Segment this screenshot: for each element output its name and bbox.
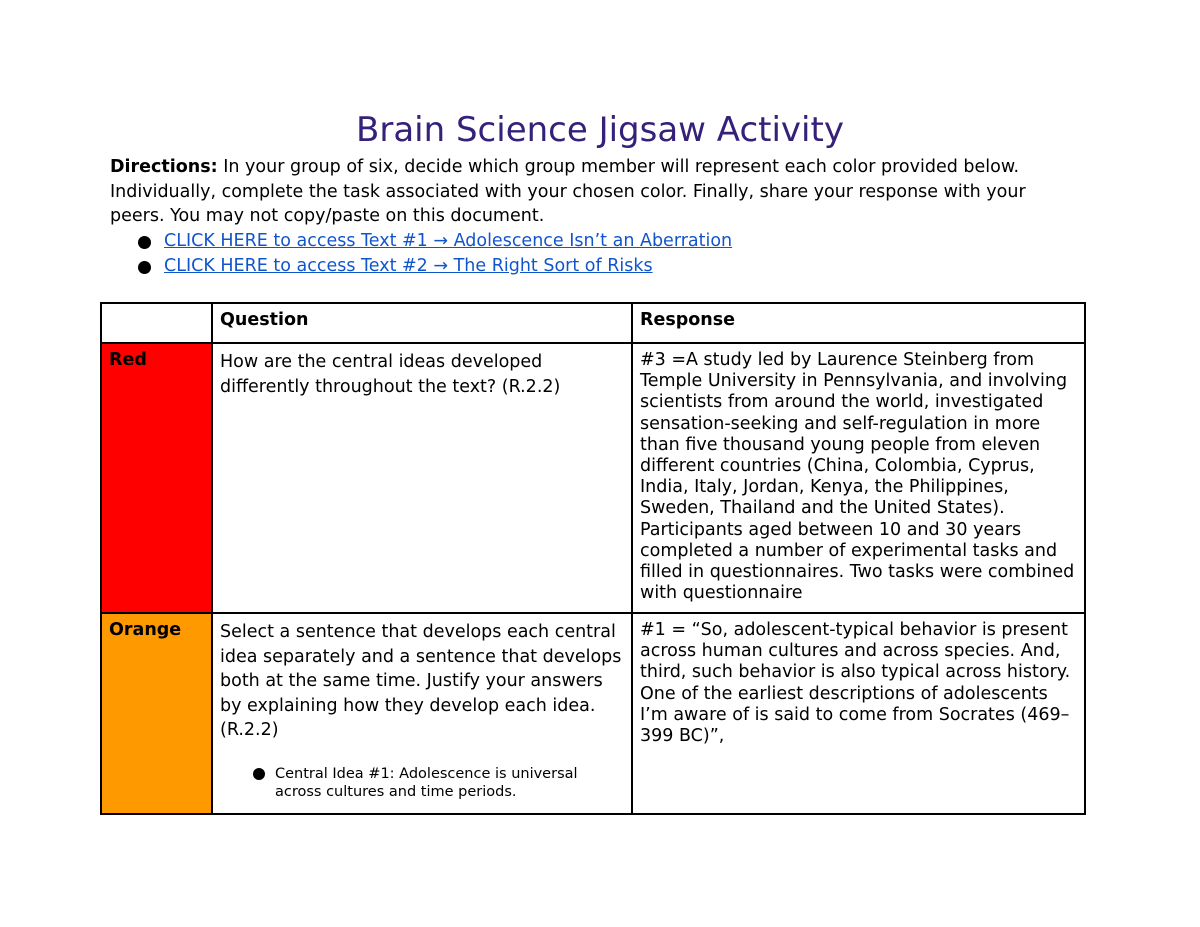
central-idea-bullet <box>253 765 624 801</box>
bullet-icon <box>138 236 151 249</box>
color-cell-red: Red <box>101 343 212 613</box>
central-idea-text: Central Idea #1: Adolescence is universal across cultures and time periods. <box>275 765 578 800</box>
list-item <box>138 254 732 279</box>
jigsaw-table <box>100 302 1086 815</box>
directions-text: In your group of six, decide which group member will represent each color provided below. Individually, complete the task associated with your chosen color. Finally, share your response with your peers. You may not copy/paste on this document. <box>110 157 1026 226</box>
text-2-link[interactable]: CLICK HERE to access Text #2 → The Right Sort of Risks <box>164 255 653 276</box>
text-links-list <box>138 229 732 278</box>
table-header-row <box>101 303 1085 343</box>
response-text: #3 =A study led by Laurence Steinberg from Temple University in Pennsylvania, and involving scientists from around the world, investigated sensation-seeking and self-regulation in more than five thousand young people from eleven different countries (China, Colombia, Cyprus, India, Italy, Jordan, Kenya, the Philippines, Sweden, Thailand and the United States). Participants aged between 10 and 30 years completed a number of experimental tasks and filled in questionnaires. Two tasks were combined with questionnaire <box>640 350 1075 604</box>
question-text: How are the central ideas developed differently throughout the text? (R.2.2) <box>220 352 561 397</box>
question-text: Select a sentence that develops each central idea separately and a sentence that develops both at the same time. Justify your answers by explaining how they develop each idea. (R.2.2) <box>220 622 622 740</box>
question-cell-orange <box>212 613 632 814</box>
color-cell-orange: Orange <box>101 613 212 814</box>
table-row-orange <box>101 613 1085 814</box>
bullet-icon <box>253 768 265 780</box>
header-response: Response <box>632 303 1085 343</box>
text-1-link[interactable]: CLICK HERE to access Text #1 → Adolescence Isn’t an Aberration <box>164 231 733 251</box>
page-title: Brain Science Jigsaw Activity <box>356 110 844 150</box>
list-item <box>138 229 732 254</box>
question-cell-red <box>212 343 632 613</box>
bullet-icon <box>138 261 151 274</box>
response-cell-red[interactable] <box>632 343 1085 613</box>
response-cell-orange[interactable] <box>632 613 1085 814</box>
directions-paragraph <box>110 155 1085 229</box>
directions-label: Directions: <box>110 157 218 177</box>
header-question: Question <box>212 303 632 343</box>
header-color-cell <box>101 303 212 343</box>
response-text: #1 = “So, adolescent-typical behavior is present across human cultures and across species. And, third, such behavior is also typical across history. One of the earliest descriptions of adolescents I’m aware of is said to come from Socrates (469–399 BC)”, <box>640 620 1071 747</box>
table-row-red <box>101 343 1085 613</box>
